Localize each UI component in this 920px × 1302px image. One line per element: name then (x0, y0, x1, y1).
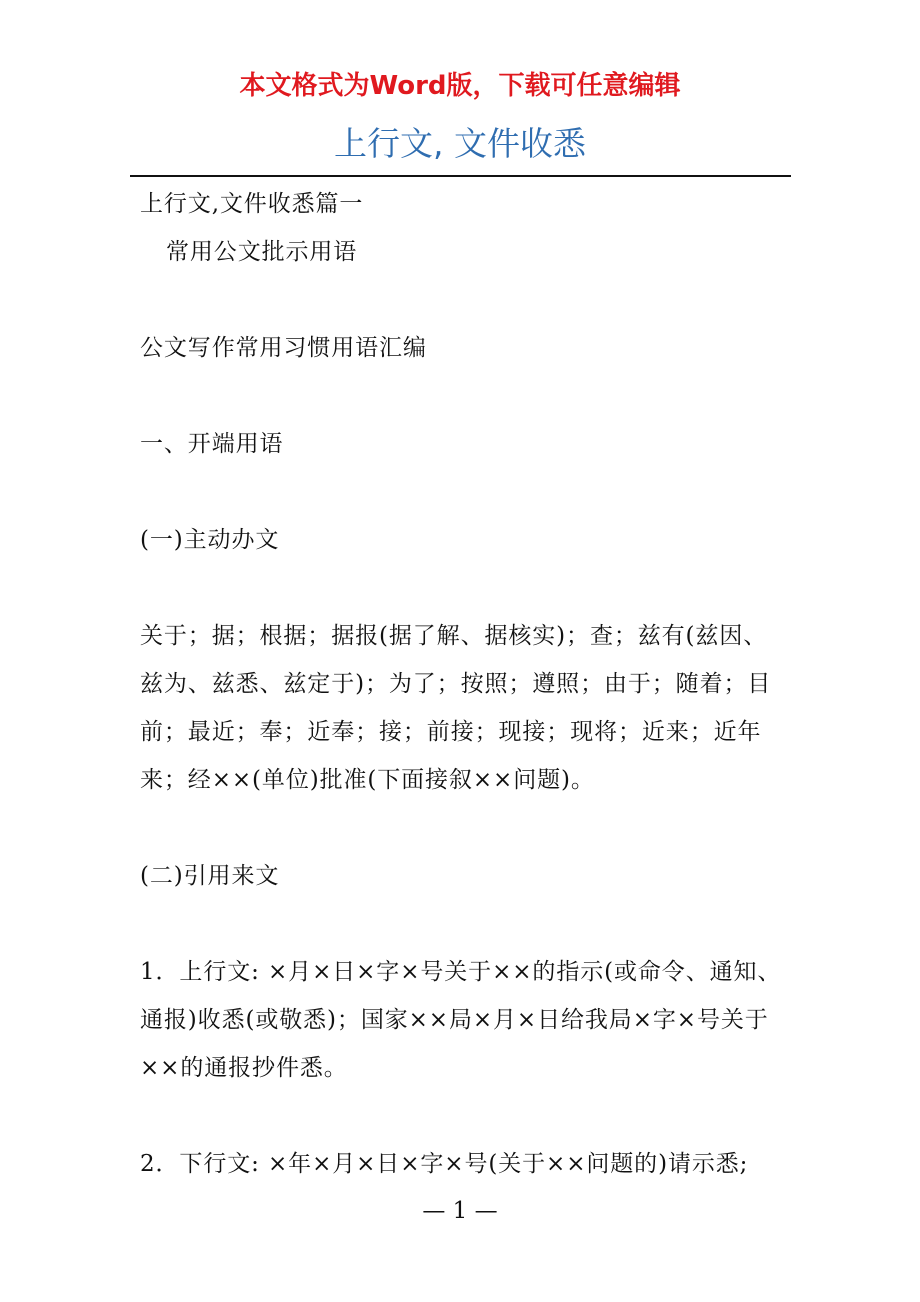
article-heading: 上行文,文件收悉篇一 (140, 191, 364, 217)
subheading: 常用公文批示用语 (166, 239, 358, 265)
blank-line (140, 276, 782, 324)
list-item: 1．上行文: ×月×日×字×号关于××的指示(或命令、通知、通报)收悉(或敬悉)；国家××局×月×日给我局×字×号关于××的通报抄件悉。 (140, 959, 782, 1081)
section-heading: 一、开端用语 (140, 431, 284, 457)
blank-line (140, 804, 782, 852)
blank-line (140, 900, 782, 948)
page-number: — 1 — (422, 1198, 498, 1224)
collection-title: 公文写作常用习惯用语汇编 (140, 335, 427, 361)
subsection-heading: (一)主动办文 (140, 527, 280, 553)
document-title: 上行文, 文件收悉 (334, 124, 586, 163)
blank-line (140, 564, 782, 612)
blank-line (140, 1092, 782, 1140)
subsection-heading: (二)引用来文 (140, 863, 280, 889)
title-divider (130, 175, 791, 177)
blank-line (140, 468, 782, 516)
document-body (140, 180, 782, 1188)
paragraph: 关于；据；根据；据报(据了解、据核实)；查；兹有(兹因、兹为、兹悉、兹定于)；为了；按照；遵照；由于；随着；目前；最近；奉；近奉；接；前接；现接；现将；近来；近年来；经××(单位)批准(下面接叙××问题)。 (140, 623, 772, 793)
list-item: 2．下行文: ×年×月×日×字×号(关于××问题的)请示悉; (140, 1151, 749, 1177)
blank-line (140, 372, 782, 420)
download-banner: 本文格式为Word版，下载可任意编辑 (239, 71, 681, 101)
